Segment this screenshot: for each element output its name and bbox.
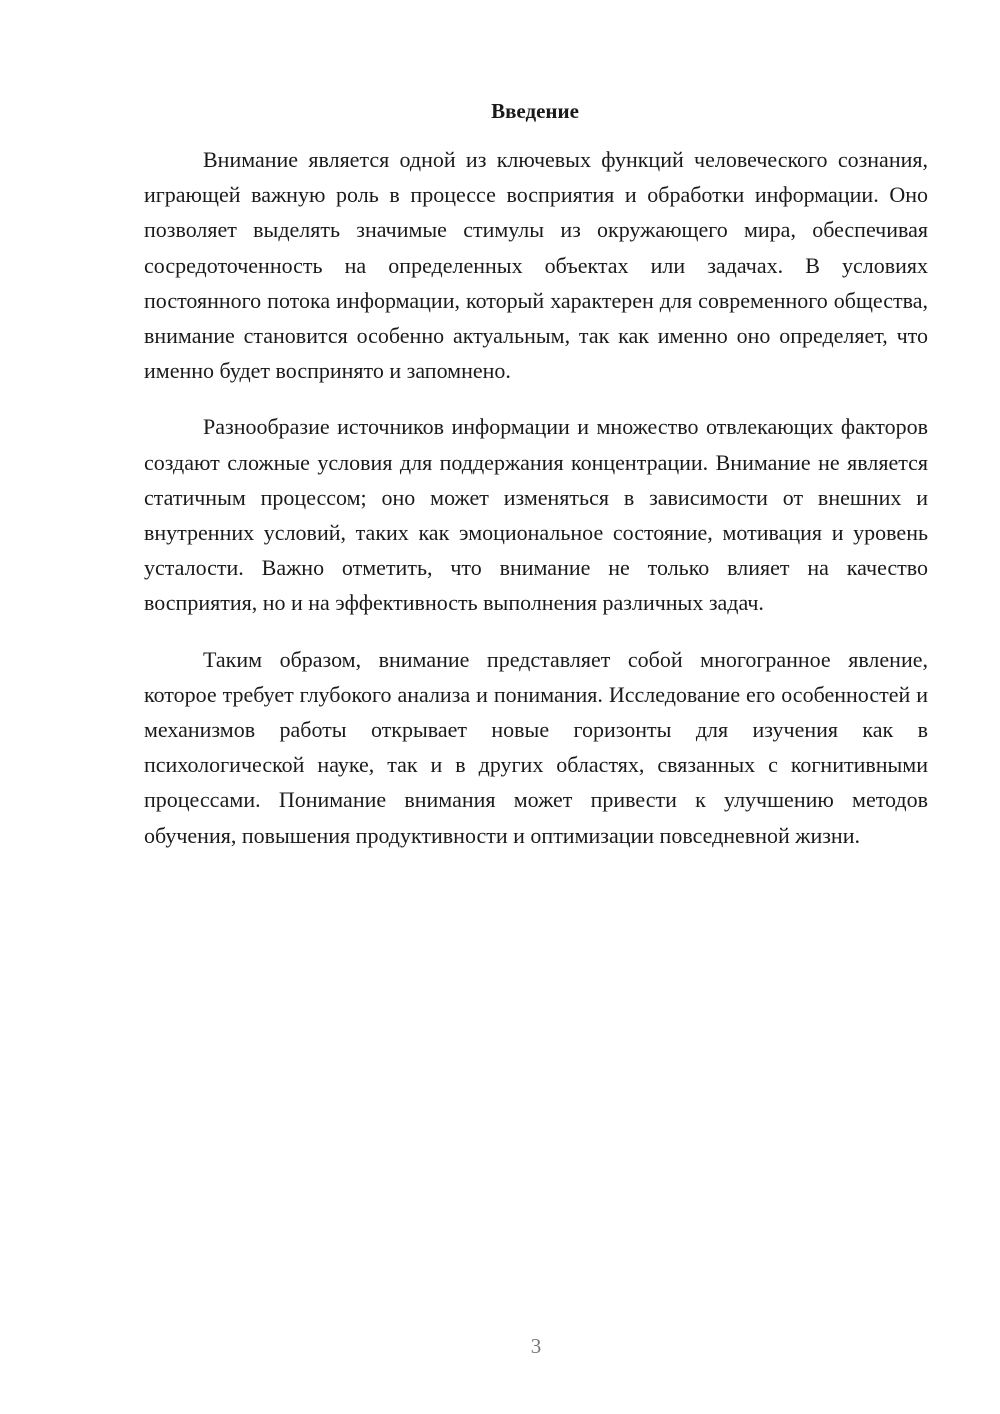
document-body	[144, 142, 928, 874]
page-number: 3	[530, 1334, 542, 1358]
paragraph-2: Разнообразие источников информации и множество отвлекающих факторов создают сложные условия для поддержания концентрации. Внимание не является статичным процессом; оно может изменяться в зависимости от внешних и внутренних условий, таких как эмоциональное состояние, мотивация и уровень усталости. Важно отметить, что внимание не только влияет на качество восприятия, но и на эффективность выполнения различных задач.	[144, 414, 928, 616]
paragraph-3: Таким образом, внимание представляет собой многогранное явление, которое требует глубокого анализа и понимания. Исследование его особенностей и механизмов работы открывает новые горизонты для изучения как в психологической науке, так и в других областях, связанных с когнитивными процессами. Понимание внимания может привести к улучшению методов обучения, повышения продуктивности и оптимизации повседневной жизни.	[144, 646, 928, 848]
paragraph-1: Внимание является одной из ключевых функций человеческого сознания, играющей важную роль в процессе восприятия и обработки информации. Оно позволяет выделять значимые стимулы из окружающего мира, обеспечивая сосредоточенность на определенных объектах или задачах. В условиях постоянного потока информации, который характерен для современного общества, внимание становится особенно актуальным, так как именно оно определяет, что именно будет воспринято и запомнено.	[144, 147, 928, 384]
page-title: Введение	[491, 99, 579, 123]
